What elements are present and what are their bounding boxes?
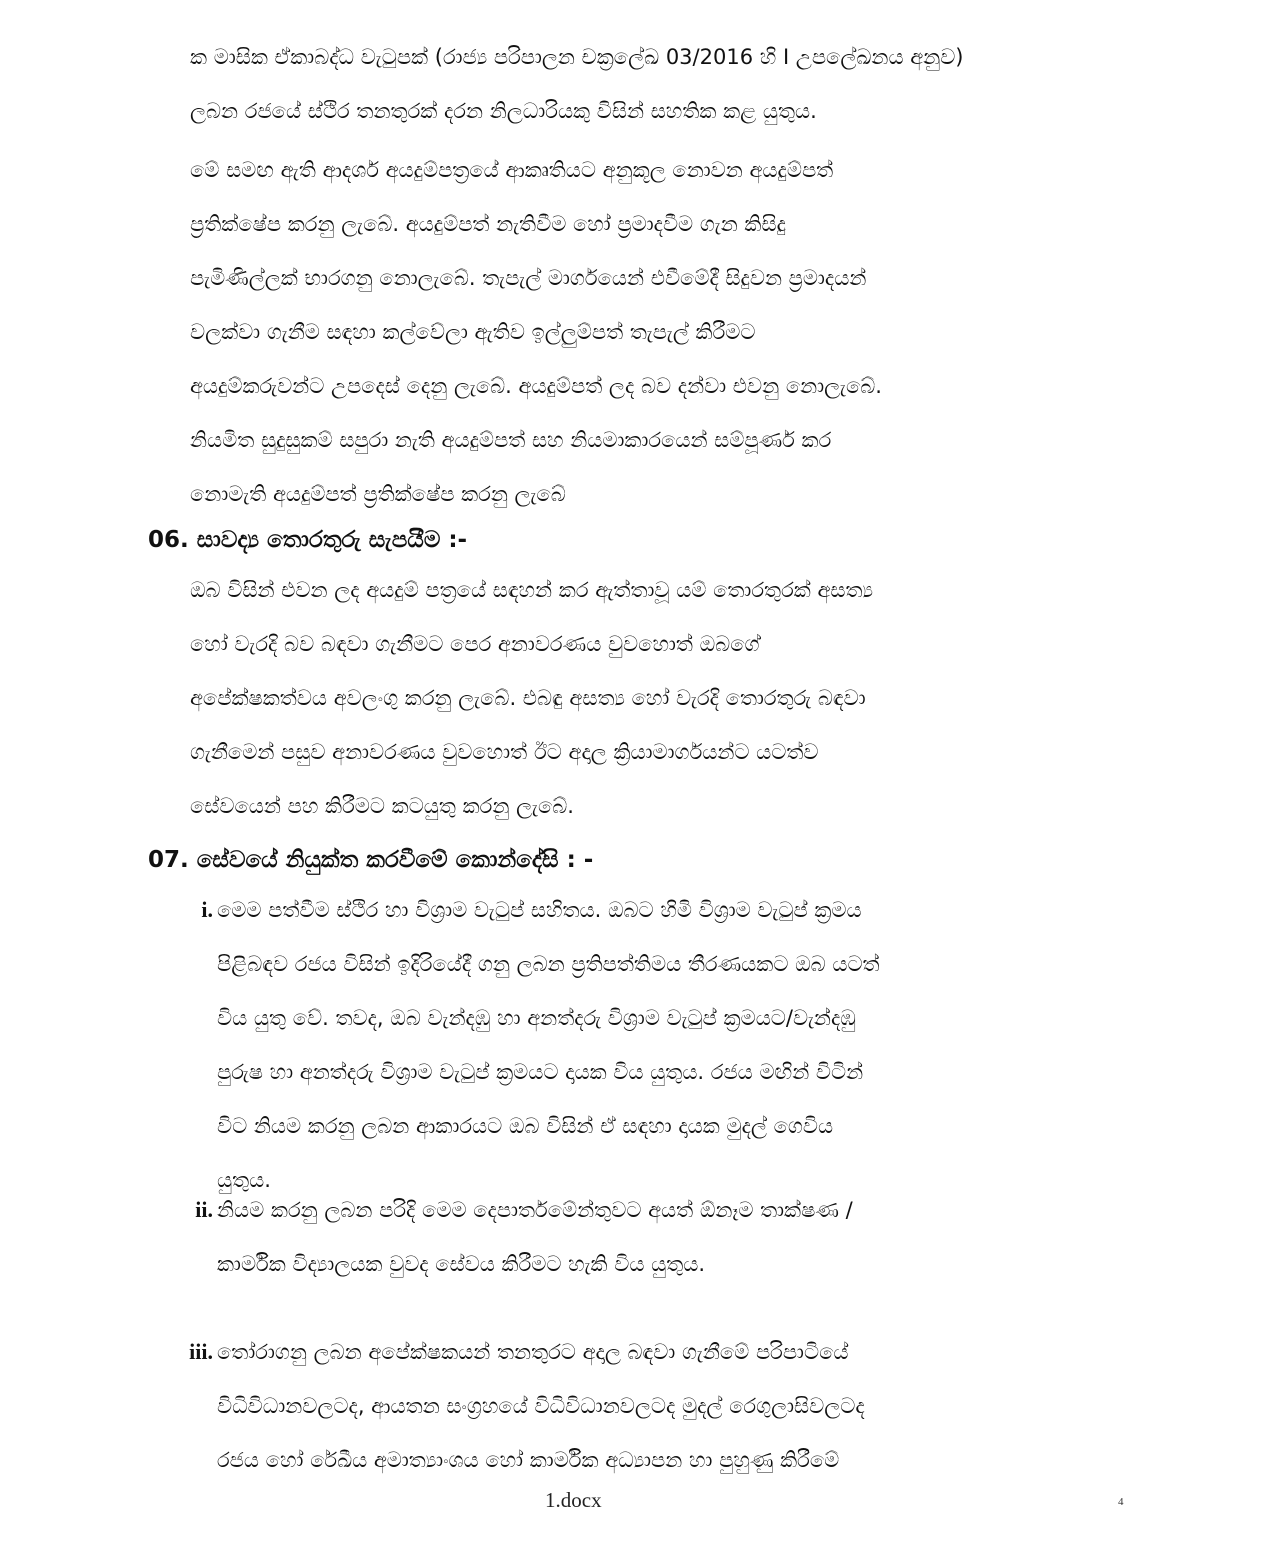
paragraph-line: අපේක්ෂකත්වය අවලංගු කරනු ලැබේ. එබඳු අසත්‍ය හෝ වැරදි තොරතුරු බඳවා [190, 686, 866, 710]
paragraph-line: නොමැති අයදුම්පත් ප්‍රතික්ෂේප කරනු ලැබේ [190, 482, 566, 506]
paragraph-line: වලක්වා ගැනීම සඳහා කල්වේලා ඇතිව ඉල්ලුම්පත් තැපැල් කිරීමට [190, 320, 756, 344]
paragraph-line: අයදුම්කරුවන්ට උපදෙස් දෙනු ලැබේ. අයදුම්පත් ලද බව දන්වා එවනු නොලැබේ. [190, 374, 882, 398]
paragraph-line: මේ සමඟ ඇති ආදර්ශ අයදුම්පත්‍රයේ ආකෘතියට අනුකූල නොවන අයදුම්පත් [190, 158, 834, 182]
paragraph-line: පුරුෂ හා අනත්දරු විශ්‍රාම වැටුප් ක්‍රමයට දායක විය යුතුය. රජය මඟින් විටින් [217, 1060, 864, 1084]
paragraph-line: යුතුය. [217, 1168, 271, 1192]
paragraph-line: විධිවිධානවලටද, ආයතන සංග්‍රහයේ විධිවිධානවලටද මුදල් රෙගුලාසිවලටද [217, 1394, 865, 1418]
list-item-number: iii. [189, 1339, 213, 1364]
list-item-number: i. [201, 897, 213, 922]
section-07-heading: 07. සේවයේ නියුක්ත කරවීමේ කොන්දේසි : - [148, 847, 594, 873]
paragraph-line: විය යුතු වේ. තවද, ඔබ වැන්දඹු හා අනත්දරු විශ්‍රාම වැටුප් ක්‍රමයට/වැන්දඹු [217, 1006, 856, 1030]
paragraph-line: පිළිබඳව රජය විසින් ඉදිරියේදී ගනු ලබන ප්‍රතිපත්තිමය තීරණයකට ඔබ යටත් [217, 952, 880, 976]
paragraph-line: තෝරාගනු ලබන අපේක්ෂකයන් තනතුරට අදාල බඳවා ගැනීමේ පරිපාටියේ [217, 1340, 849, 1364]
section-06-paragraph [190, 563, 1125, 833]
paragraph-line: ක මාසික ඒකාබද්ධ වැටුපක් (රාජ්‍ය පරිපාලන චක්‍රලේඛ 03/2016 හි I උපලේඛනය අනුව) [190, 45, 964, 69]
paragraph-line: ඔබ විසින් එවන ලද අයදුම් පත්‍රයේ සඳහන් කර ඇත්තාවූ යම් තොරතුරක් අසත්‍ය [190, 578, 874, 602]
paragraph-line: මෙම පත්වීම ස්ථිර හා විශ්‍රාම වැටුප් සහිතය. ඔබට හිමි විශ්‍රාම වැටුප් ක්‍රමය [217, 898, 862, 922]
page-number: 4 [1118, 1496, 1124, 1508]
paragraph-line: සේවයෙන් පහ කිරීමට කටයුතු කරනු ලැබේ. [190, 794, 574, 818]
paragraph-line: නියම කරනු ලබන පරිදි මෙම දෙපාර්තමේන්තුවට අයත් ඕනෑම තාක්ෂණ / [217, 1198, 853, 1222]
paragraph-line: නියමිත සුදුසුකම් සපුරා නැති අයදුම්පත් සහ නියමාකාරයෙන් සම්පූර්ණ කර [190, 428, 832, 452]
list-item-body [217, 1183, 1125, 1291]
intro-paragraph [190, 30, 1125, 138]
paragraph-line: ගැනීමෙන් පසුව අනාවරණය වුවහොත් ඊට අදාල ක්‍රියාමාර්ගයන්ට යටත්ව [190, 740, 819, 764]
paragraph-line: ප්‍රතික්ෂේප කරනු ලැබේ. අයදුම්පත් නැතිවීම හෝ ප්‍රමාදවීම ගැන කිසිදු [190, 212, 786, 236]
paragraph-line: හෝ වැරදි බව බඳවා ගැනීමට පෙර අනාවරණය වුවහොත් ඔබගේ [190, 632, 760, 656]
paragraph-line: රජය හෝ රේඛීය අමාත්‍යාංශය හෝ කාර්මික අධ්‍යාපන හා පුහුණු කිරීමේ [217, 1448, 840, 1472]
list-item-body [217, 883, 1125, 1207]
paragraph-line: කාර්මික විද්‍යාලයක වුවද සේවය කිරීමට හැකි විය යුතුය. [217, 1252, 706, 1276]
section-06-heading: 06. සාවද්‍ය තොරතුරු සැපයීම :- [148, 527, 468, 553]
paragraph-line: පැමිණිල්ලක් භාරගනු නොලැබේ. තැපැල් මාර්ගයෙන් එවීමේදී සිදුවන ප්‍රමාදයන් [190, 266, 867, 290]
paragraph-line: විට නියම කරනු ලබන ආකාරයට ඔබ විසින් ඒ සඳහා දායක මුදල් ගෙවිය [217, 1114, 834, 1138]
footer-filename: 1.docx [545, 1488, 602, 1512]
rejection-paragraph [190, 143, 1125, 521]
list-item-number: ii. [195, 1197, 213, 1222]
list-item-body [217, 1325, 1125, 1487]
paragraph-line: ලබන රජයේ ස්ථිර තනතුරක් දරන නිලධාරියකු විසින් සහතික කළ යුතුය. [190, 99, 817, 123]
